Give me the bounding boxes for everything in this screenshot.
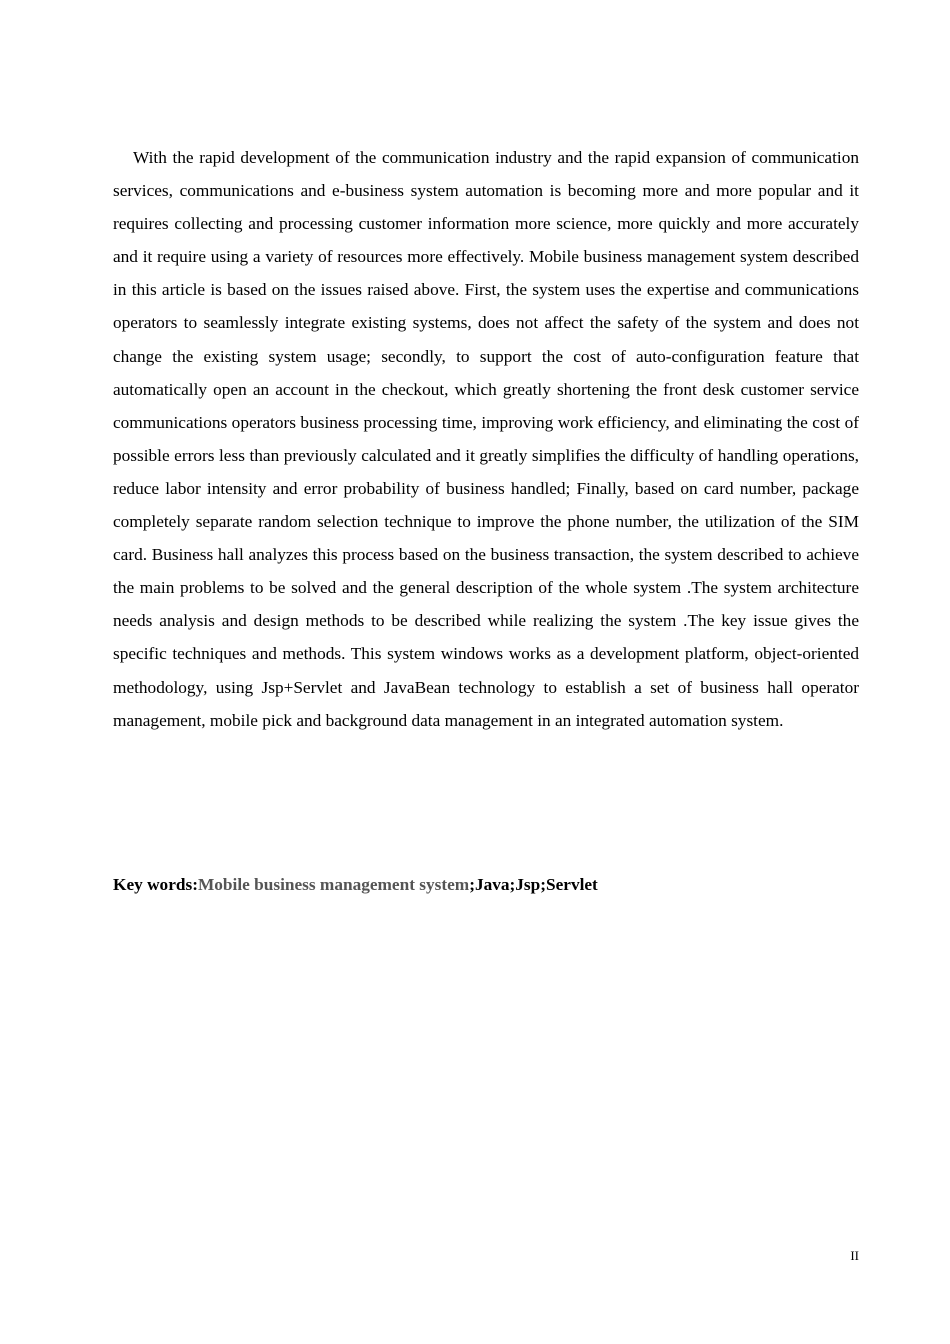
keywords-rest: ;Java;Jsp;Servlet [469,875,598,894]
keywords-line [113,868,859,901]
abstract-paragraph: With the rapid development of the communication industry and the rapid expansion of communication services, communications and e-business system automation is becoming more and more popular and it requires collecting and processing customer information more science, more quickly and more accurately and it require using a variety of resources more effectively. Mobile business management system described in this article is based on the issues raised above. First, the system uses the expertise and communications operators to seamlessly integrate existing systems, does not affect the safety of the system and does not change the existing system usage; secondly, to support the cost of auto-configuration feature that automatically open an account in the checkout, which greatly shortening the front desk customer service communications operators business processing time, improving work efficiency, and eliminating the cost of possible errors less than previously calculated and it greatly simplifies the difficulty of handling operations, reduce labor intensity and error probability of business handled; Finally, based on card number, package completely separate random selection technique to improve the phone number, the utilization of the SIM card. Business hall analyzes this process based on the business transaction, the system described to achieve the main problems to be solved and the general description of the whole system .The system architecture needs analysis and design methods to be described while realizing the system .The key issue gives the specific techniques and methods. This system windows works as a development platform, object-oriented methodology, using Jsp+Servlet and JavaBean technology to establish a set of business hall operator management, mobile pick and background data management in an integrated automation system. [113,148,859,730]
keywords-highlighted: Mobile business management system [197,875,470,894]
page-number: II [850,1248,859,1263]
keywords-label: Key words: [113,875,198,894]
